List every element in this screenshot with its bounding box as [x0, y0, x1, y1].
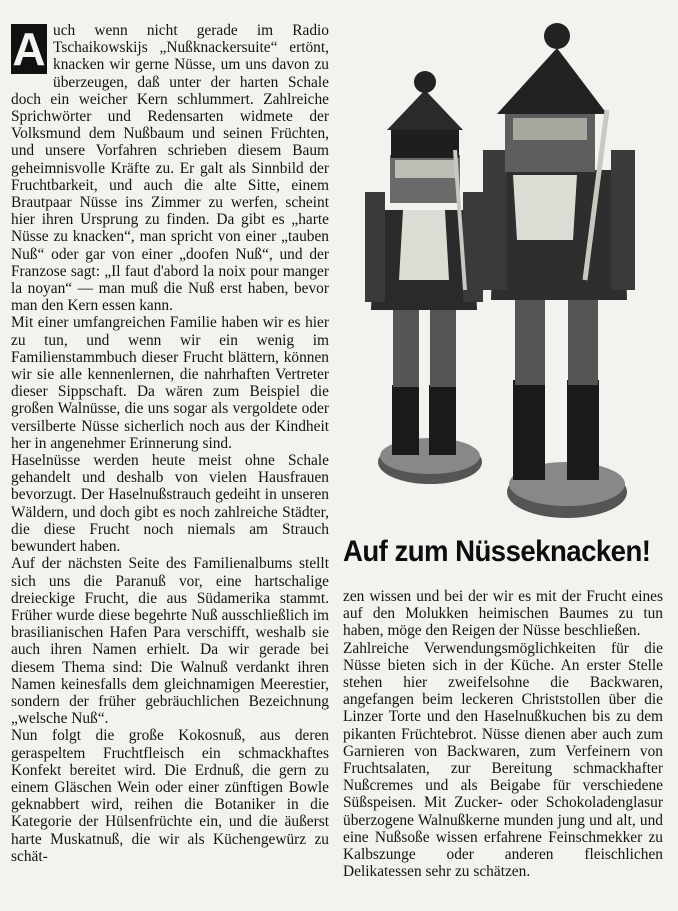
article-headline: Auf zum Nüsseknacken!	[343, 535, 651, 568]
article-paragraph-4: Auf der nächsten Seite des Familienalbums stellt sich uns die Paranuß vor, eine hartschalige dreieckige Frucht, die aus Südamerika stammt. Früher wurde diese begehrte Nuß ausschließlich im brasilianischen Hafen Para verschifft, weshalb sie auch ihren Namen erhielt. Da wir gerade bei diesem Thema sind: Die Walnuß verdankt ihren Namen keinesfalls dem gleichnamigen Meerestier, sondern der früher gebräuchlichen Bezeichnung „welsche Nuß“.	[11, 555, 329, 728]
article-paragraph-3: Haselnüsse werden heute meist ohne Schale gehandelt und deshalb von vielen Hausfrauen bevorzugt. Der Haselnußstrauch gedeiht in unseren Wäldern, und doch gibt es noch zahlreiche Städter, die diese Frucht noch niemals am Strauch bewundert haben.	[11, 452, 329, 556]
article-paragraph-5: Nun folgt die große Kokosnuß, aus deren geraspeltem Fruchtfleisch ein schmackhaftes Konfekt bereitet wird. Die Erdnuß, die gern zu einem Gläschen Wein oder einer zünftigen Bowle geknabbert wird, reihen die Botaniker in die Kategorie der Hülsenfrüchte ein, und die äußerst harte Muskatnuß, die wir als Küchengewürz zu schät-	[11, 727, 329, 865]
article-paragraph-2: Mit einer umfangreichen Familie haben wir es hier zu tun, und wenn wir ein wenig im Familienstammbuch dieser Frucht blättern, können wir sie alle kennenlernen, die nahrhaften Vertreter dieser Sippschaft. Da wären zum Beispiel die großen Walnüsse, die uns sogar als vergoldete oder versilberte Nüsse sicherlich noch aus der Kindheit her in angenehmer Erinnerung sind.	[11, 314, 329, 452]
article-paragraph-1	[11, 22, 329, 314]
article-left-column	[11, 22, 329, 865]
paragraph-text: uch wenn nicht gerade im Radio Tschaikowskijs „Nußknackersuite“ ertönt, knacken wir gerne Nüsse, um uns davon zu überzeugen, daß unter der harten Schale doch ein weicher Kern schlummert. Zahlreiche Sprichwörter und Redensarten widmete der Volksmund dem Nußbaum und seinen Früchten, und unsere Vorfahren schrieben diesem Baum geheimnisvolle Kräfte zu. Er galt als Sinnbild der Fruchtbarkeit, und auch die alte Sitte, einem Brautpaar Nüsse ins Zimmer zu werfen, scheint hier ihren Ursprung zu finden. Da gibt es „harte Nüsse zu knacken“, man spricht von einer „tauben Nuß“ oder gar von einer „doofen Nuß“, und der Franzose sagt: „Il faut d'abord la noix pour manger la noyan“ — man muß die Nuß erst haben, bevor man den Kern essen kann.	[11, 22, 329, 315]
nutcracker-figure-right	[483, 23, 635, 518]
article-paragraph-7: Zahlreiche Verwendungsmöglichkeiten für die Nüsse bieten sich in der Küche. An erster Stelle stehen hier zweifelsohne die Backwaren, angefangen beim leckeren Christstollen über die Linzer Torte und den Haselnußkuchen bis zu dem pikanten Früchtebrot. Nüsse dienen aber auch zum Garnieren von Backwaren, zum Verfeinern von Fruchtsalaten, zur Bereitung schmackhafter Nußcremes und als Beigabe für verschiedene Süßspeisen. Mit Zucker- oder Schokoladenglasur überzogene Walnußkerne munden jung und alt, und eine Nußsoße wissen erfahrene Feinschmekker zu Kalbszunge oder anderen fleischlichen Delikatessen sehr zu schätzen.	[343, 639, 663, 881]
drop-cap-initial: A	[12, 23, 46, 75]
article-paragraph-6: zen wissen und bei der wir es mit der Frucht eines auf den Molukken heimischen Baumes zu tun haben, möge den Reigen der Nüsse beschließen.	[343, 588, 663, 640]
article-right-column	[343, 588, 663, 880]
nutcracker-photo	[345, 10, 670, 520]
nutcracker-figure-left	[365, 71, 483, 484]
